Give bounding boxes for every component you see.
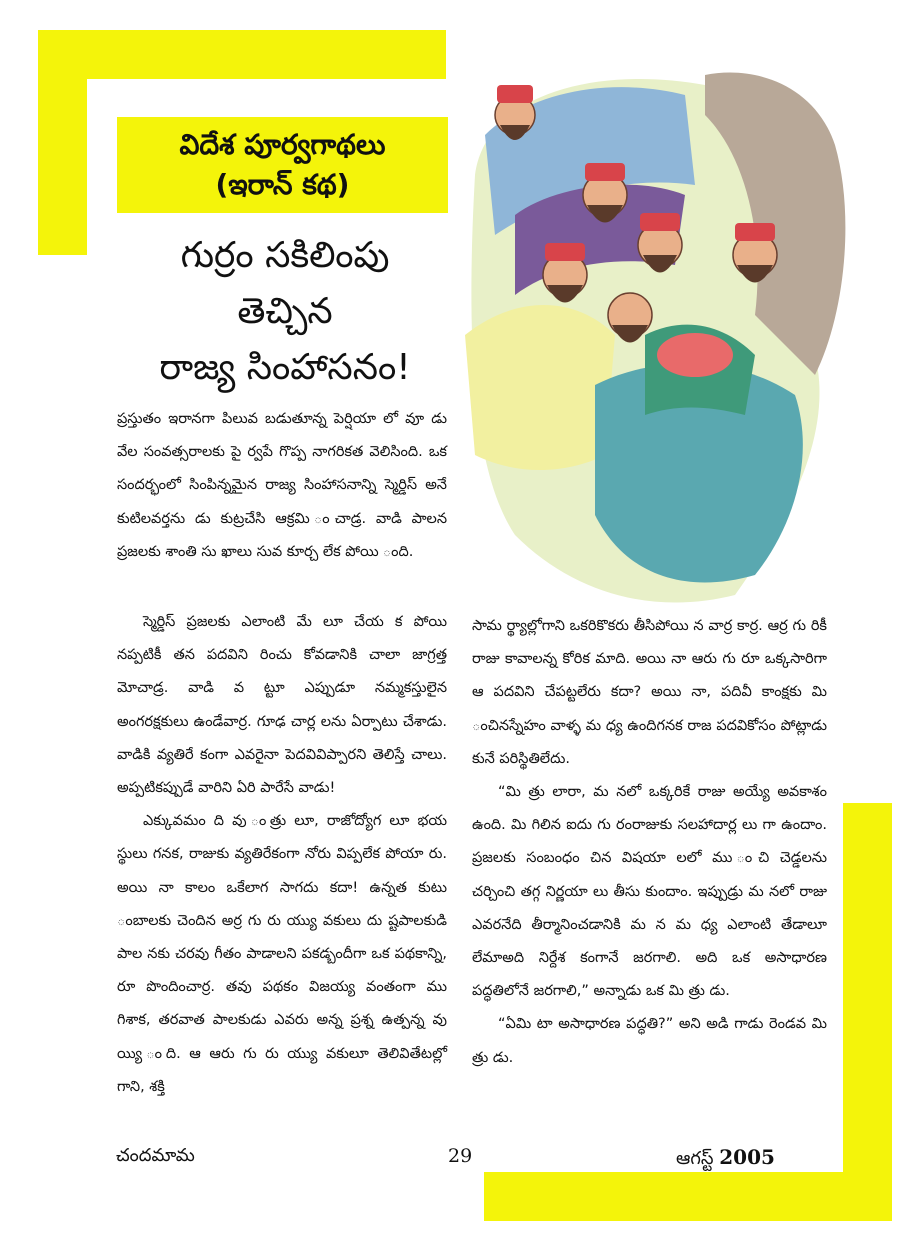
title-line-1: గుర్రం సకిలింపు [180, 235, 390, 276]
issue-year: 2005 [719, 1145, 775, 1169]
yellow-frame-right [843, 803, 892, 1221]
title-line-2: తెచ్చిన [237, 291, 333, 332]
paragraph: స్మెర్డిస్ ప్రజలకు ఎలాంటి మే లూ చేయ క పోయి నప్పటికీ తన పదవిని రించు కోవడానికి చాలా జాగ్రత్త మోచాడ్ర. వాడి వ ట్టూ ఎప్పుడూ నమ్మకస్తులైన అంగరక్షకులు ఉండేవార్ర. గూఢ చార్ల లను ఏర్పాటు చేశాడు. వాడికి వ్యతిరే కంగా ఎవరైనా పెదవివిప్పారని తెలిస్తే చాలు. అప్పటికప్పుడే వారిని ఏరి పారేసే వాడు! [117, 614, 447, 797]
issue-date [676, 1145, 775, 1173]
yellow-frame-top [38, 30, 446, 79]
paragraph: “ఏమి టా అసాధారణ పద్ధతి?” అని అడి గాడు రెండవ మి త్రు డు. [472, 1016, 827, 1066]
series-line-2: (ఇరాన్ కథ) [215, 168, 350, 201]
series-line-1: విదేశ పూర్వగాథలు [179, 128, 386, 161]
column-2 [117, 606, 447, 1104]
page-number: 29 [448, 1145, 473, 1167]
issue-month: ఆగస్ట్ [676, 1148, 714, 1169]
series-heading [117, 117, 448, 213]
paragraph: “మి త్రు లారా, మ నలో ఒక్కరికే రాజు అయ్యే అవకాశం ఉంది. మి గిలిన ఐదు గు రంరాజుకు సలహాదార్ల లు గా ఉందాం. ప్రజలకు సంబంధం చిన విషయా లలో ము ంచి చెడ్డలను చర్చించి తగ్గ నిర్ణయా లు తీసు కుందాం. ఇప్పుడ్రు మ నలో రాజు ఎవరనేది తీర్మానించడానికి మ న మ ధ్య ఎలాంటి తేడాలూ లేమాఅది నిర్దేశ కంగానే జరగాలి. అది ఒక అసాధారణ పద్ధతిలోనే జరగాలి,” అన్నాడు ఒక మి త్రు డు. [472, 784, 827, 1000]
kings-and-horse-illustration [455, 55, 875, 615]
title-line-3: రాజ్య సింహాసనం! [159, 347, 411, 388]
story-title [120, 228, 450, 396]
column-3 [472, 610, 827, 1075]
yellow-frame-bottom [484, 1172, 892, 1221]
column-1 [117, 403, 447, 569]
paragraph: ప్రస్తుతం ఇరానగా పిలువ బడుతూన్న పెర్షియా లో వూ డు వేల సంవత్సరాలకు పై ర్వపే గొప్ప నాగరికత వెలిసింది. ఒక సందర్భంలో సింపిన్నమైన రాజ్య సింహాసనాన్ని స్మెర్డిస్ అనే కుటిలవర్తను డు కుట్రచేసి ఆక్రమి ంచాడ్ర. వాడి పాలన ప్రజలకు శాంతి సు ఖాలు సువ కూర్చ లేక పోయి ంది. [117, 411, 447, 560]
paragraph: సామ ర్థ్యాల్లోగాని ఒకరికొకరు తీసిపోయి న వార్ర కార్ర. ఆర్ర గు రికీ రాజు కావాలన్న కోరిక మాది. అయి నా ఆరు గు రూ ఒక్కసారిగా ఆ పదవిని చేపట్టలేరు కదా? అయి నా, పదివీ కాంక్షకు మి ంచినస్నేహం వాళ్ళ మ ధ్య ఉందిగనక రాజ పదవికోసం పోట్లాడు కునే పరిస్థితిలేదు. [472, 618, 827, 767]
yellow-frame-left [38, 30, 87, 255]
magazine-name: చందమామ [116, 1145, 195, 1166]
paragraph: ఎక్కువమం ది వు ంత్రు లూ, రాజోద్యోగ లూ భయ స్థులు గనక, రాజుకు వ్యతిరేకంగా నోరు విప్పలేక పోయా రు. అయి నా కాలం ఒకేలాగ సాగదు కదా! ఉన్నత కుటు ంబాలకు చెందిన అర్ర గు రు య్యు వకులు దు ష్టపాలకుడి పాల నకు చరవు గీతం పాడాలని పకడ్బందీగా ఒక పథకాన్ని, రూ పొందించార్ర. తవు పథకం విజయ్య వంతంగా ము గిశాక, తరవాత పాలకుడు ఎవరు అన్న ప్రశ్న ఉత్పన్న వు య్యి ంది. ఆ ఆరు గు రు య్యు వకులూ తెలివితేటల్లో గాని, శక్తి [117, 813, 447, 1095]
